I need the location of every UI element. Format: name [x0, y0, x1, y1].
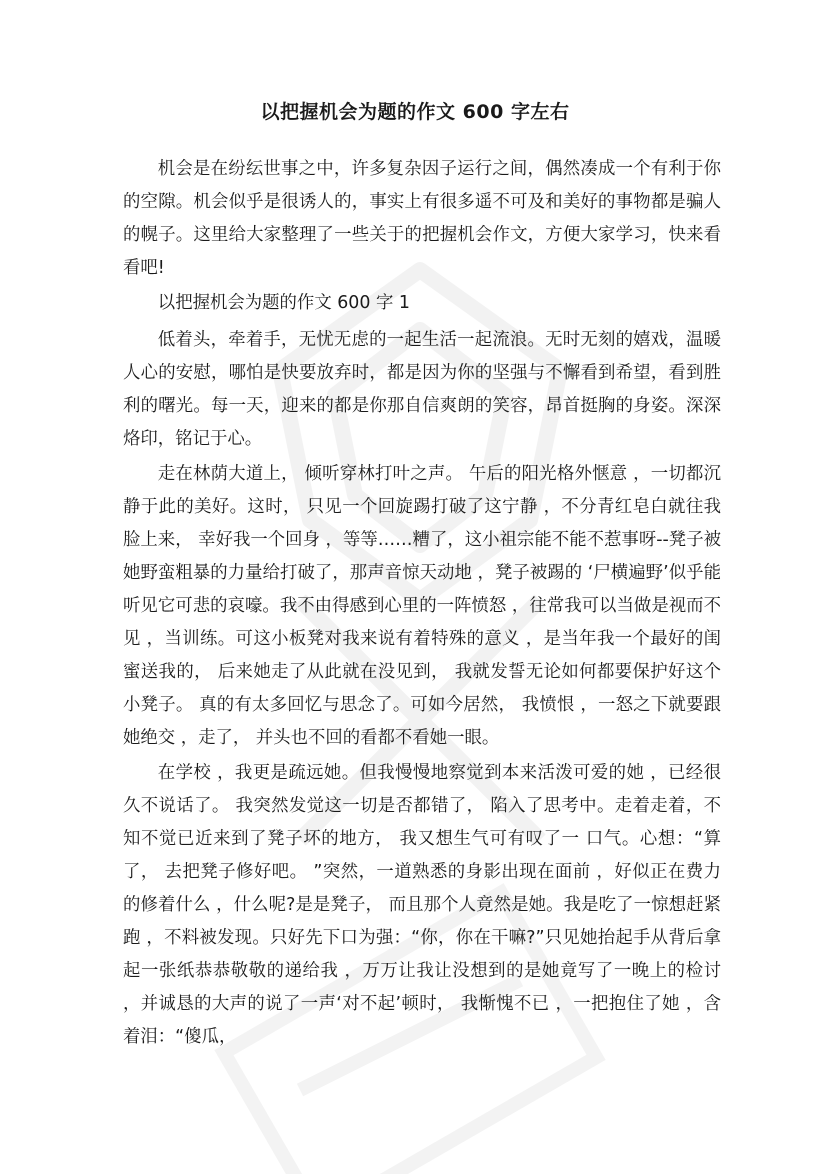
intro-paragraph: 机会是在纷纭世事之中，许多复杂因子运行之间，偶然凑成一个有利于你的空隙。机会似乎是很诱人的，事实上有很多遥不可及和美好的事物都是骗人的幌子。这里给大家整理了一些关于的把握机会作文，方便大家学习，快来看看吧! [123, 159, 721, 278]
body-paragraph: 在学校 ，我更是疏远她。但我慢慢地察觉到本来活泼可爱的她 ，已经很久不说话了。 我突然发觉这一切是否都错了， 陷入了思考中。走着走着，不知不觉已近来到了凳子坏的地方， 我又想生气可有叹了一 口气。心想：“算了， 去把凳子修好吧。 ”突然，一道熟悉的身影出现在面前 ，好似正在费力的修着什么 ，什么呢?是是凳子， 而且那个人竟然是她。我是吃了一惊想赶紧跑 ，不料被发现。只好先下口为强：“你，你在干嘛?”只见她抬起手从背后拿起一张纸恭恭敬敬的递给我 ，万万让我让没想到的是她竟写了一晚上的检讨 ，并诚恳的大声的说了一声‘对不起’顿时， 我惭愧不已 ，一把抱住了她 ，含着泪：“傻瓜， [123, 763, 721, 1047]
body-paragraph: 走在林荫大道上， 倾听穿林打叶之声。 午后的阳光格外惬意 ，一切都沉静于此的美好。这时， 只见一个回旋踢打破了这宁静 ，不分青红皂白就往我脸上来， 幸好我一个回身 ，等等……糟了，这小祖宗能不能不惹事呀--凳子被她野蛮粗暴的力量给打破了，那声音惊天动地 ，凳子被踢的 ‘尸横遍野’似乎能听见它可悲的哀嚎。我不由得感到心里的一阵愤怒 ，往常我可以当做是视而不见 ，当训练。可这小板凳对我来说有着特殊的意义 ，是当年我一个最好的闺蜜送我的， 后来她走了从此就在没见到， 我就发誓无论如何都要保护好这个小凳子。 真的有太多回忆与思念了。可如今居然， 我愤恨 ，一怒之下就要跟她绝交 ，走了， 并头也不回的看都不看她一眼。 [123, 464, 721, 748]
document-title: 以把握机会为题的作文 600 字左右 [260, 101, 570, 123]
body-paragraph: 低着头，牵着手，无忧无虑的一起生活一起流浪。无时无刻的嬉戏，温暖人心的安慰，哪怕是快要放弃时，都是因为你的坚强与不懈看到希望，看到胜利的曙光。每一天，迎来的都是你那自信爽朗的笑容，昂首挺胸的身姿。深深烙印，铭记于心。 [123, 330, 721, 449]
essay-subheading: 以把握机会为题的作文 600 字 1 [157, 293, 410, 313]
document-body [123, 153, 721, 1054]
